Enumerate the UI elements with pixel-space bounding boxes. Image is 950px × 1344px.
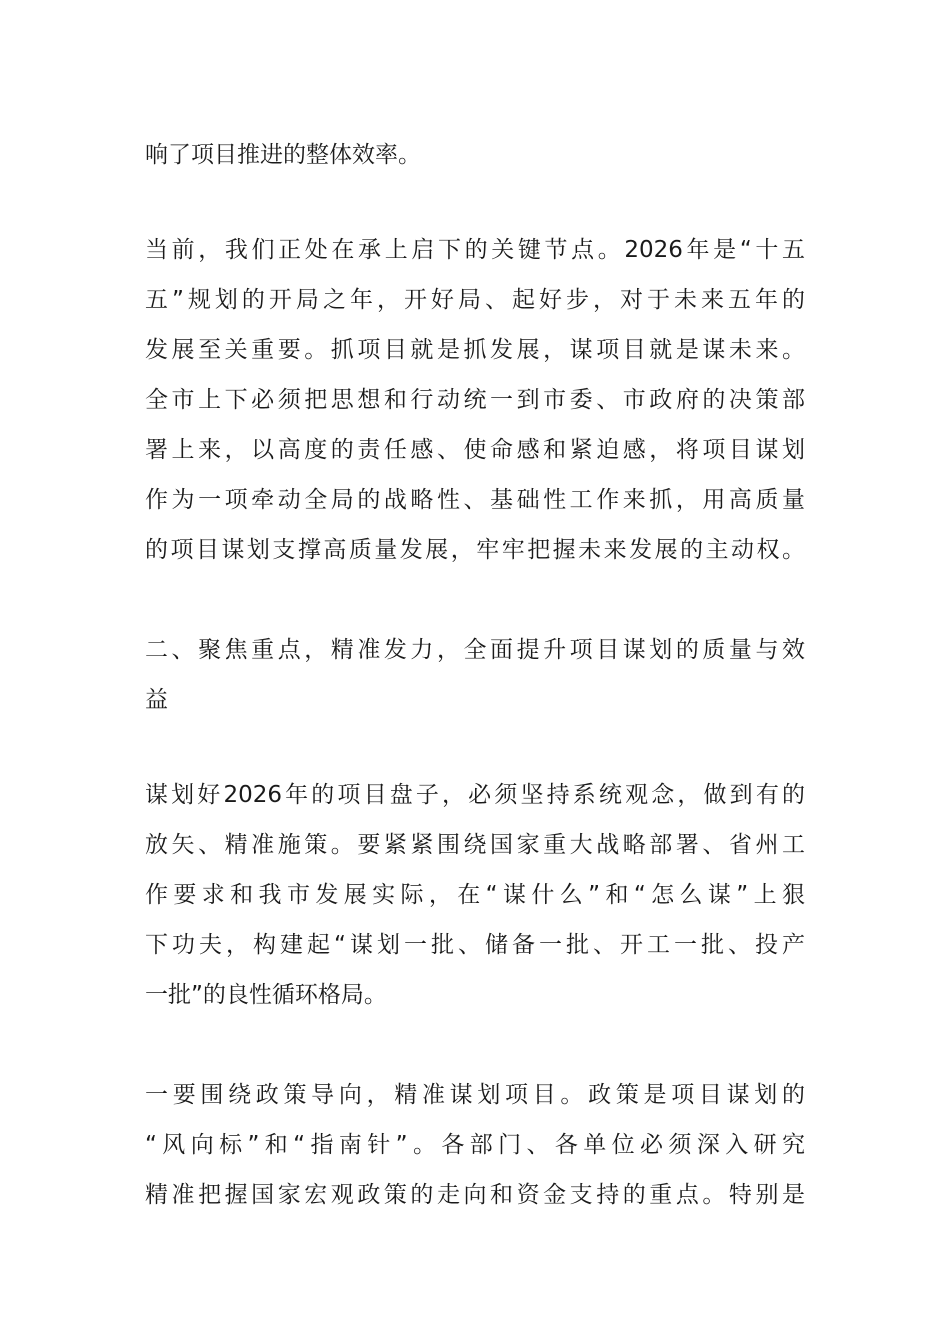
- paragraph-line: “风向标”和“指南针”。各部门、各单位必须深入研究: [145, 1132, 805, 1158]
- paragraph-line: 五”规划的开局之年，开好局、起好步，对于未来五年的: [145, 287, 805, 313]
- paragraph-line: 全市上下必须把思想和行动统一到市委、市政府的决策部: [145, 387, 805, 413]
- paragraph-line: 放矢、精准施策。要紧紧围绕国家重大战略部署、省州工: [145, 832, 805, 858]
- paragraph-line: 的项目谋划支撑高质量发展，牢牢把握未来发展的主动权。: [145, 537, 805, 563]
- paragraph-line: 响了项目推进的整体效率。: [145, 142, 421, 168]
- paragraph-line: 发展至关重要。抓项目就是抓发展，谋项目就是谋未来。: [145, 337, 805, 363]
- paragraph-line: 一要围绕政策导向，精准谋划项目。政策是项目谋划的: [145, 1082, 805, 1108]
- section-heading: 益: [145, 687, 168, 713]
- paragraph-line: 精准把握国家宏观政策的走向和资金支持的重点。特别是: [145, 1182, 805, 1208]
- section-heading: 二、聚焦重点，精准发力，全面提升项目谋划的质量与效: [145, 637, 805, 663]
- paragraph-line: 署上来，以高度的责任感、使命感和紧迫感，将项目谋划: [145, 437, 805, 463]
- paragraph-line: 当前，我们正处在承上启下的关键节点。2026年是“十五: [145, 237, 805, 263]
- paragraph-line: 一批”的良性循环格局。: [145, 982, 387, 1008]
- paragraph-line: 下功夫，构建起“谋划一批、储备一批、开工一批、投产: [145, 932, 805, 958]
- paragraph-line: 谋划好2026年的项目盘子，必须坚持系统观念，做到有的: [145, 782, 805, 808]
- paragraph-line: 作要求和我市发展实际，在“谋什么”和“怎么谋”上狠: [145, 882, 805, 908]
- paragraph-line: 作为一项牵动全局的战略性、基础性工作来抓，用高质量: [145, 487, 805, 513]
